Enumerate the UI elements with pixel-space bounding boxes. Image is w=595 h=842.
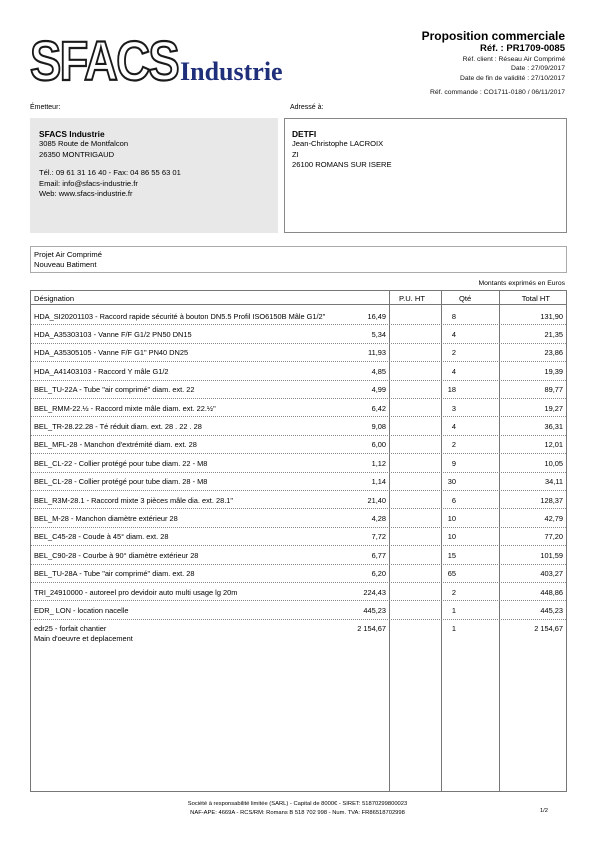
cell-unit-price: 6,42: [371, 403, 386, 413]
cell-designation: BEL_R3M-28.1 - Raccord mixte 3 pièces mâle dia. ext. 28.1": [34, 495, 233, 505]
cell-unit-price: 224,43: [363, 587, 386, 597]
document-date: Date : 27/09/2017: [510, 65, 565, 73]
cell-total: 2 154,67: [534, 623, 563, 633]
table-row: [31, 362, 566, 380]
cell-quantity: 30: [447, 477, 456, 487]
cell-designation-detail: Main d'oeuvre et deplacement: [34, 633, 133, 643]
header-designation: Désignation: [34, 294, 75, 303]
cell-quantity: 8: [451, 311, 456, 321]
cell-quantity: 15: [447, 550, 456, 560]
emitter-address-2: 26350 MONTRIGAUD: [39, 149, 115, 159]
cell-designation: HDA_A35303103 - Vanne F/F G1/2 PN50 DN15: [34, 329, 192, 339]
emitter-name: SFACS Industrie: [39, 129, 105, 139]
document-header: [422, 30, 565, 98]
cell-quantity: 4: [451, 329, 456, 339]
cell-total: 10,05: [544, 458, 563, 468]
cell-designation: BEL_TR-28.22.28 - Té réduit diam. ext. 28 . 22 . 28: [34, 421, 202, 431]
cell-total: 23,86: [544, 348, 563, 358]
cell-total: 19,27: [544, 403, 563, 413]
cell-designation: BEL_RMM-22.½ - Raccord mixte mâle diam. ext. 22.½": [34, 403, 216, 413]
table-row: [31, 344, 566, 362]
cell-designation: BEL_TU-22A - Tube "air comprimé" diam. ext. 22: [34, 385, 195, 395]
cell-total: 448,86: [540, 587, 563, 597]
cell-total: 21,35: [544, 329, 563, 339]
table-row: [31, 583, 566, 601]
header-quantity: Qté: [459, 294, 472, 303]
cell-designation: BEL_CL-22 - Collier protégé pour tube diam. 22 - M8: [34, 458, 208, 468]
cell-quantity: 65: [447, 569, 456, 579]
recipient-label: Adressé à:: [290, 104, 324, 111]
cell-unit-price: 9,08: [371, 421, 386, 431]
cell-designation: HDA_A41403103 - Raccord Y mâle G1/2: [34, 366, 169, 376]
cell-total: 101,59: [540, 550, 563, 560]
cell-designation: BEL_C45-28 - Coude à 45° diam. ext. 28: [34, 532, 169, 542]
cell-unit-price: 6,20: [371, 569, 386, 579]
cell-unit-price: 4,99: [371, 385, 386, 395]
items-table: [30, 290, 567, 792]
project-line-1: Projet Air Comprimé: [34, 250, 102, 259]
table-row: [31, 509, 566, 527]
cell-designation: BEL_TU-28A - Tube "air comprimé" diam. ext. 28: [34, 569, 195, 579]
table-row: [31, 381, 566, 399]
cell-unit-price: 4,28: [371, 513, 386, 523]
project-box: [30, 246, 567, 273]
cell-unit-price: 11,93: [368, 348, 386, 358]
table-row: [31, 546, 566, 564]
validity-date: Date de fin de validité : 27/10/2017: [459, 74, 565, 82]
cell-quantity: 9: [451, 458, 456, 468]
cell-designation: EDR_ LON - location nacelle: [34, 605, 129, 615]
cell-total: 77,20: [544, 532, 563, 542]
emitter-address-1: 3085 Route de Montfalcon: [39, 139, 129, 148]
document-reference: Réf. : PR1709-0085: [479, 43, 565, 54]
cell-quantity: 2: [451, 348, 456, 358]
table-row: [31, 601, 566, 619]
recipient-address-2: 26100 ROMANS SUR ISERE: [292, 160, 392, 169]
cell-unit-price: 1,12: [371, 458, 386, 468]
currency-note: Montants exprimés en Euros: [478, 280, 565, 287]
emitter-phone: Tél.: 09 61 31 16 40 - Fax: 04 86 55 63 01: [39, 168, 181, 177]
cell-quantity: 1: [451, 623, 456, 633]
emitter-email: Email: info@sfacs-industrie.fr: [39, 178, 138, 188]
header-total: Total HT: [521, 294, 550, 303]
table-row: [31, 565, 566, 583]
cell-designation: edr25 - forfait chantier: [34, 623, 107, 633]
cell-total: 19,39: [544, 366, 563, 376]
cell-quantity: 18: [447, 385, 456, 395]
cell-total: 34,11: [545, 477, 563, 487]
cell-designation: BEL_C90-28 - Courbe à 90° diamètre extérieur 28: [34, 550, 199, 560]
cell-unit-price: 6,00: [371, 440, 386, 450]
cell-unit-price: 6,77: [371, 550, 386, 560]
cell-total: 445,23: [540, 605, 563, 615]
table-header: [31, 291, 566, 305]
cell-designation: HDA_SI20201103 - Raccord rapide sécurité à bouton DN5.5 Profil ISO6150B Mâle G1/2": [34, 311, 326, 321]
footer-line-2: NAF-APE: 4669A - RCS/RM: Romans B 518 702 998 - Num. TVA: FR86518702998: [190, 809, 405, 816]
header-unit-price: P.U. HT: [399, 294, 426, 303]
cell-total: 42,79: [544, 513, 563, 523]
footer-line-1: Société à responsabilité limitée (SARL) - Capital de 8000€ - SIRET: 51870299800023: [187, 801, 408, 807]
table-row: [31, 307, 566, 325]
company-logo: [30, 34, 315, 89]
cell-unit-price: 1,14: [371, 477, 386, 487]
table-row: [31, 399, 566, 417]
table-row: [31, 528, 566, 546]
cell-unit-price: 21,40: [367, 495, 386, 505]
cell-designation: HDA_A35305105 - Vanne F/F G1" PN40 DN25: [34, 348, 189, 358]
project-line-2: Nouveau Batiment: [34, 260, 97, 269]
cell-designation: BEL_MFL-28 - Manchon d'extrémité diam. ext. 28: [34, 440, 197, 450]
cell-designation: TRI_24910000 - autoreel pro devidoir auto multi usage lg 20m: [34, 587, 238, 597]
document-title: Proposition commerciale: [421, 29, 565, 43]
cell-quantity: 10: [447, 513, 456, 523]
legal-footer: [0, 800, 595, 817]
cell-quantity: 10: [447, 532, 456, 542]
cell-quantity: 4: [451, 366, 456, 376]
table-row: [31, 417, 566, 435]
table-row: [31, 473, 566, 491]
table-row: [31, 436, 566, 454]
cell-unit-price: 4,85: [371, 366, 386, 376]
cell-designation: BEL_CL-28 - Collier protégé pour tube diam. 28 - M8: [34, 477, 208, 487]
page-number: 1/2: [539, 808, 548, 814]
emitter-label: Émetteur:: [30, 104, 61, 111]
recipient-address-1: ZI: [292, 149, 299, 159]
recipient-contact: Jean-Christophe LACROIX: [292, 139, 384, 148]
cell-total: 131,90: [540, 311, 563, 321]
cell-unit-price: 445,23: [363, 605, 386, 615]
cell-quantity: 1: [451, 605, 456, 615]
cell-total: 128,37: [540, 495, 563, 505]
cell-quantity: 6: [451, 495, 456, 505]
cell-unit-price: 5,34: [371, 329, 386, 339]
cell-quantity: 4: [451, 421, 456, 431]
cell-total: 12,01: [544, 440, 563, 450]
cell-quantity: 2: [451, 587, 456, 597]
cell-unit-price: 16,49: [367, 311, 386, 321]
table-row: [31, 454, 566, 472]
svg-text:SFACS: SFACS: [30, 34, 179, 89]
cell-total: 403,27: [540, 569, 563, 579]
table-row: [31, 325, 566, 343]
client-reference: Réf. client : Réseau Air Comprimé: [462, 56, 565, 63]
cell-quantity: 3: [451, 403, 456, 413]
recipient-box: [284, 118, 567, 233]
svg-text:Industrie: Industrie: [180, 57, 283, 86]
cell-quantity: 2: [451, 440, 456, 450]
table-row: [31, 491, 566, 509]
emitter-web: Web: www.sfacs-industrie.fr: [39, 189, 133, 198]
cell-unit-price: 2 154,67: [357, 623, 386, 633]
cell-designation: BEL_M-28 - Manchon diamètre extérieur 28: [34, 513, 178, 523]
recipient-name: DETFI: [292, 129, 317, 139]
order-reference: Réf. commande : CO1711-0180 / 06/11/2017: [429, 89, 565, 97]
cell-total: 36,31: [544, 421, 563, 431]
emitter-box: [30, 118, 278, 233]
cell-total: 89,77: [544, 385, 563, 395]
cell-unit-price: 7,72: [371, 532, 386, 542]
